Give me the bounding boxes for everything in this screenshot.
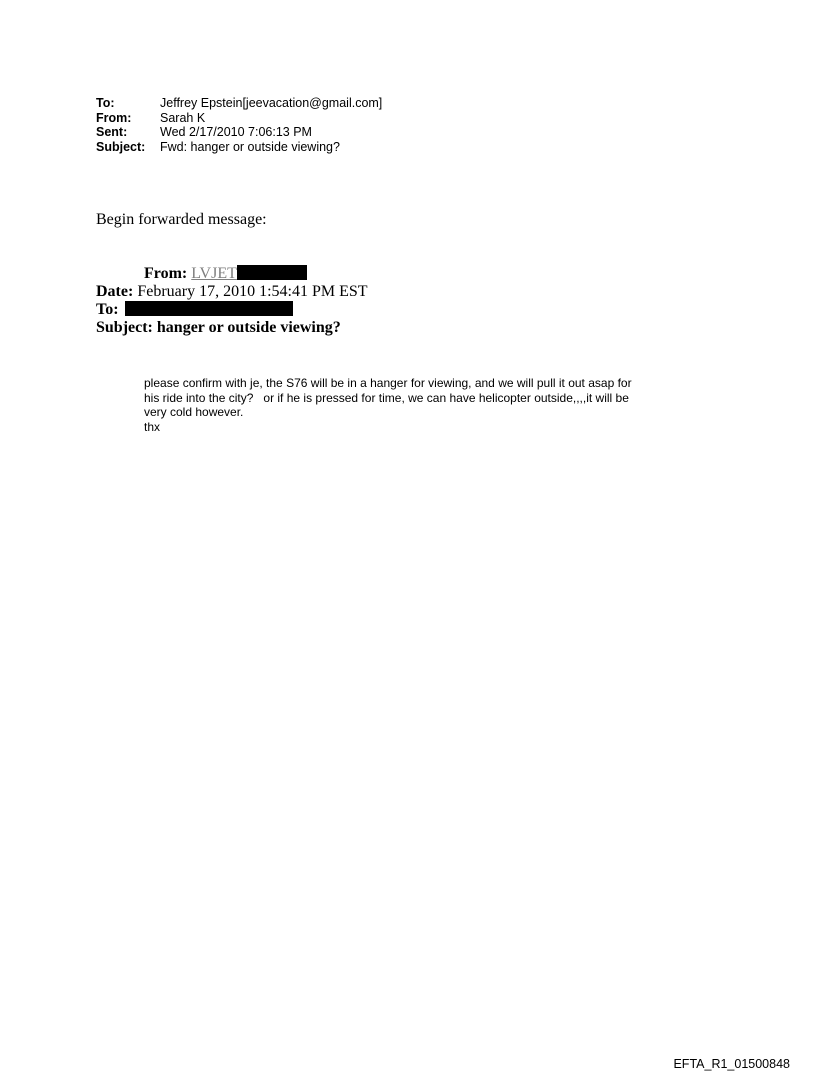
header-to-row bbox=[96, 96, 382, 111]
header-from-row bbox=[96, 111, 382, 126]
forwarded-header bbox=[96, 265, 368, 337]
fwd-to-label: To: bbox=[96, 301, 119, 318]
to-value: Jeffrey Epstein[jeevacation@gmail.com] bbox=[160, 96, 383, 110]
to-label: To: bbox=[96, 96, 115, 110]
subject-label: Subject: bbox=[96, 139, 146, 154]
sent-label: Sent: bbox=[96, 125, 128, 139]
begin-forwarded-message: Begin forwarded message: bbox=[96, 211, 267, 228]
subject-value: Fwd: hanger or outside viewing? bbox=[160, 139, 340, 154]
fwd-to-row bbox=[96, 301, 368, 319]
document-id: EFTA_R1_01500848 bbox=[673, 1057, 790, 1071]
body-line: his ride into the city? or if he is pressed for time, we can have helicopter outside,,,,it will be bbox=[144, 390, 629, 405]
from-label: From: bbox=[96, 110, 132, 125]
fwd-date-row bbox=[96, 283, 368, 301]
fwd-from-label: From: bbox=[144, 265, 188, 282]
fwd-subject-value: hanger or outside viewing? bbox=[156, 319, 341, 336]
redaction-bar bbox=[237, 265, 307, 280]
fwd-subject-row bbox=[96, 319, 368, 337]
header-subject-row bbox=[96, 140, 382, 155]
body-line: very cold however. bbox=[144, 405, 244, 419]
body-line: please confirm with je, the S76 will be in a hanger for viewing, and we will pull it out asap for bbox=[144, 376, 632, 390]
message-body bbox=[144, 376, 674, 434]
body-line: thx bbox=[144, 419, 161, 434]
header-sent-row bbox=[96, 125, 382, 140]
fwd-subject-label: Subject: bbox=[96, 319, 153, 336]
redaction-bar bbox=[125, 301, 293, 316]
fwd-from-link[interactable]: LVJET bbox=[191, 265, 237, 282]
from-value: Sarah K bbox=[160, 110, 206, 125]
email-header bbox=[96, 96, 382, 154]
fwd-date-value: February 17, 2010 1:54:41 PM EST bbox=[137, 283, 368, 300]
fwd-date-label: Date: bbox=[96, 283, 134, 300]
sent-value: Wed 2/17/2010 7:06:13 PM bbox=[160, 125, 312, 139]
fwd-from-row bbox=[96, 265, 368, 283]
